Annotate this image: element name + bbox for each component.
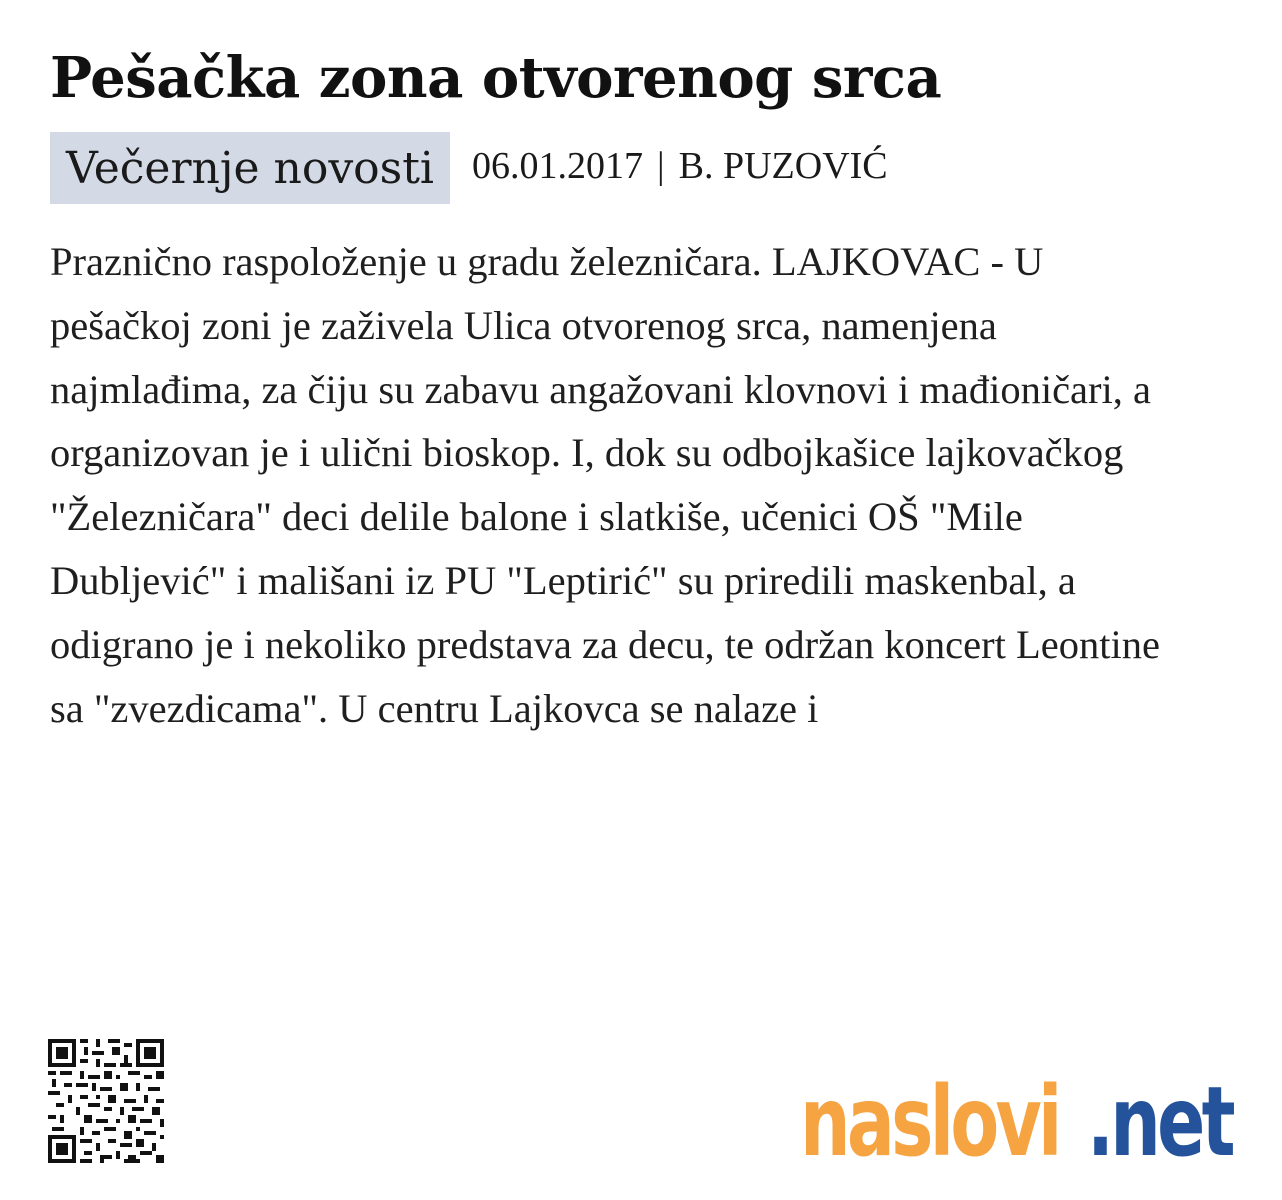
article-body [50, 230, 1160, 870]
article-fade-overlay [50, 800, 1160, 870]
qr-code-icon [48, 1038, 164, 1164]
meta-separator: | [657, 145, 665, 187]
article-author: B. PUZOVIĆ [678, 145, 888, 187]
article-title: Pešačka zona otvorenog srca [50, 45, 942, 111]
logo-text-net: .net [1086, 1066, 1232, 1178]
source-name: Večernje novosti [66, 142, 435, 194]
source-badge[interactable] [50, 132, 450, 204]
naslovi-net-logo[interactable] [800, 1050, 1282, 1178]
article-byline [472, 142, 888, 190]
article-meta [50, 132, 888, 204]
article-date: 06.01.2017 [472, 145, 644, 187]
article-text: Praznično raspoloženje u gradu železničara. LAJKOVAC - U pešačkoj zoni je zaživela Ulica otvorenog srca, namenjena najmlađima, za čiju su zabavu angažovani klovnovi i mađioničari, a organizovan je i ulični bioskop. I, dok su odbojkašice lajkovačkog "Železničara" deci delile balone i slatkiše, učenici OŠ "Mile Dubljević" i mališani iz PU "Leptirić" su priredili maskenbal, a odigrano je i nekoliko predstava za decu, te održan koncert Leontine sa "zvezdicama". U centru Lajkovca se nalaze i [50, 239, 1160, 731]
logo-text-naslovi: naslovi [800, 1066, 1059, 1178]
